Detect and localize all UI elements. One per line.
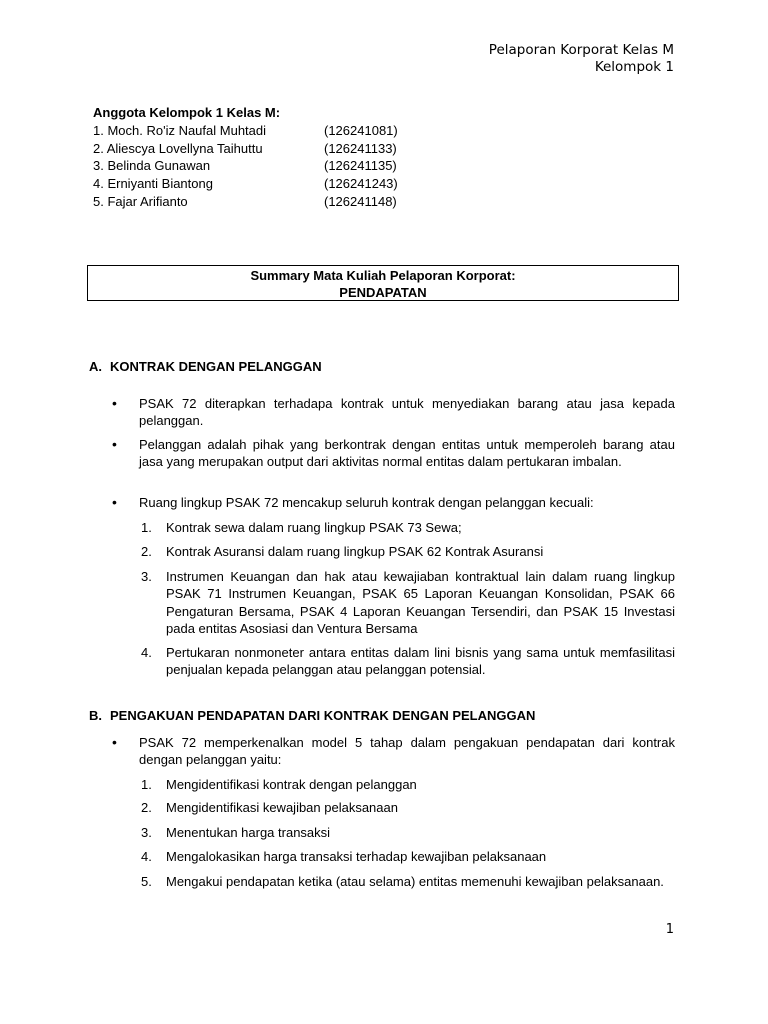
bullet-icon: • xyxy=(112,436,117,452)
member-row xyxy=(93,140,453,158)
item-text: Mengidentifikasi kewajiban pelaksanaan xyxy=(166,800,398,815)
header-group: Kelompok 1 xyxy=(594,59,674,75)
numbered-item xyxy=(141,519,675,536)
member-name: 3. Belinda Gunawan xyxy=(93,158,211,174)
bullet-text: Pelanggan adalah pihak yang berkontrak dengan entitas untuk memperoleh barang atau jasa yang merupakan output dari aktivitas normal entitas dalam pertukaran imbalan. xyxy=(139,437,675,470)
page-number: 1 xyxy=(665,922,674,937)
item-text: Kontrak Asuransi dalam ruang lingkup PSAK 62 Kontrak Asuransi xyxy=(166,544,544,559)
member-name: 4. Erniyanti Biantong xyxy=(93,176,213,192)
section-letter: B. xyxy=(89,708,102,723)
item-number: 2. xyxy=(141,800,152,815)
item-text: Mengidentifikasi kontrak dengan pelanggan xyxy=(166,777,417,792)
numbered-item xyxy=(141,644,675,679)
member-name: 5. Fajar Arifianto xyxy=(93,193,188,209)
item-number: 5. xyxy=(141,874,152,889)
bullet-item xyxy=(112,494,675,511)
item-number: 4. xyxy=(141,645,152,660)
item-text: Instrumen Keuangan dan hak atau kewajiaban kontraktual lain dalam ruang lingkup PSAK 71 Instrumen Keuangan, PSAK 65 Laporan Keuangan Konsolidan, PSAK 66 Pengaturan Bersama, PSAK 4 Laporan Keuangan Tersendiri, dan PSAK 15 Investasi pada entitas Asosiasi dan Ventura Bersama xyxy=(166,569,675,636)
numbered-item xyxy=(141,848,675,865)
member-id: (126241135) xyxy=(324,158,397,174)
item-number: 1. xyxy=(141,520,152,535)
member-id: (126241081) xyxy=(324,122,398,138)
item-number: 4. xyxy=(141,849,152,864)
header-course-title: Pelaporan Korporat Kelas M xyxy=(488,42,674,58)
member-list xyxy=(93,104,453,211)
member-row xyxy=(93,157,453,175)
member-id: (126241148) xyxy=(324,193,397,209)
bullet-text: PSAK 72 diterapkan terhadapa kontrak untuk menyediakan barang atau jasa kepada pelanggan. xyxy=(139,396,675,429)
bullet-item xyxy=(112,395,675,430)
section-title: PENGAKUAN PENDAPATAN DARI KONTRAK DENGAN PELANGGAN xyxy=(110,708,536,723)
member-row xyxy=(93,175,453,193)
bullet-icon: • xyxy=(112,734,117,750)
numbered-item xyxy=(141,799,675,816)
member-id: (126241133) xyxy=(324,140,397,156)
page-header xyxy=(489,42,674,76)
item-text: Mengalokasikan harga transaksi terhadap kewajiban pelaksanaan xyxy=(166,849,547,864)
summary-title-box xyxy=(87,265,679,301)
summary-title: Summary Mata Kuliah Pelaporan Korporat: xyxy=(250,268,516,283)
item-number: 3. xyxy=(141,825,152,840)
item-number: 1. xyxy=(141,777,152,792)
member-row xyxy=(93,193,453,211)
item-text: Pertukaran nonmoneter antara entitas dalam lini bisnis yang sama untuk memfasilitasi penjualan kepada pelanggan atau pelanggan potensial. xyxy=(166,645,675,678)
numbered-item xyxy=(141,568,675,637)
item-number: 2. xyxy=(141,544,152,559)
member-name: 2. Aliescya Lovellyna Taihuttu xyxy=(93,140,263,156)
bullet-text: Ruang lingkup PSAK 72 mencakup seluruh kontrak dengan pelanggan kecuali: xyxy=(139,495,594,510)
bullet-text: PSAK 72 memperkenalkan model 5 tahap dalam pengakuan pendapatan dari kontrak dengan pelanggan yaitu: xyxy=(139,735,675,768)
member-list-title: Anggota Kelompok 1 Kelas M: xyxy=(93,105,281,120)
section-b-heading xyxy=(89,708,535,723)
summary-topic: PENDAPATAN xyxy=(339,285,427,300)
bullet-icon: • xyxy=(112,494,117,510)
bullet-item xyxy=(112,734,675,769)
item-text: Mengakui pendapatan ketika (atau selama) entitas memenuhi kewajiban pelaksanaan. xyxy=(166,874,664,889)
numbered-item xyxy=(141,776,675,793)
member-name: 1. Moch. Ro'iz Naufal Muhtadi xyxy=(93,122,267,138)
numbered-item xyxy=(141,873,675,890)
member-id: (126241243) xyxy=(324,176,398,192)
section-title: KONTRAK DENGAN PELANGGAN xyxy=(110,359,322,374)
item-number: 3. xyxy=(141,569,152,584)
section-letter: A. xyxy=(89,359,102,374)
numbered-item xyxy=(141,543,675,560)
item-text: Kontrak sewa dalam ruang lingkup PSAK 73 Sewa; xyxy=(166,520,462,535)
numbered-item xyxy=(141,824,675,841)
member-row xyxy=(93,122,453,140)
bullet-item xyxy=(112,436,675,471)
section-a-heading xyxy=(89,359,322,374)
bullet-icon: • xyxy=(112,395,117,411)
item-text: Menentukan harga transaksi xyxy=(166,825,331,840)
